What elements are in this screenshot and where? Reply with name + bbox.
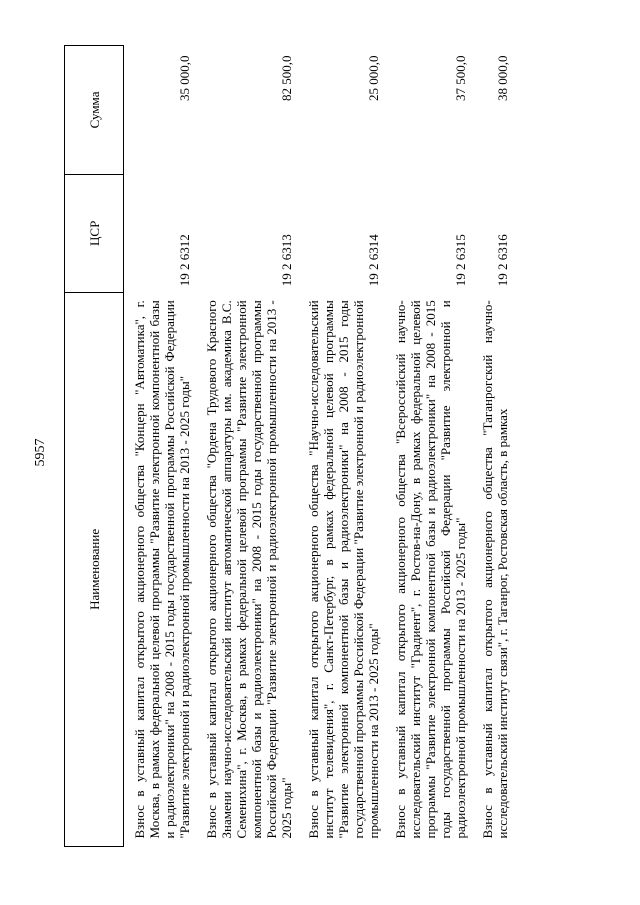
row-code: 19 2 6314 — [366, 234, 381, 287]
row-sum: 35 000,0 — [177, 55, 192, 101]
row-name: Взнос в уставный капитал открытого акционерного общества "Концерн "Автоматика", г. Москва, в рамках федеральной целевой программы "Развитие электронной компонентной базы и радиоэлектроники" на 2008 - 2015 годы государственной программы Российской Федерации "Развитие электронной и радиоэлектронной промышленности на 2013 - 2025 годы" — [132, 300, 192, 839]
header-code: ЦСР — [65, 174, 124, 292]
table-row — [385, 46, 472, 847]
row-sum: 82 500,0 — [279, 55, 294, 101]
row-name: Взнос в уставный капитал открытого акционерного общества "Таганрогский научно-исследовательский институт связи", г. Таганрог, Ростовская область, в рамках — [480, 300, 510, 839]
row-code: 19 2 6316 — [495, 234, 510, 287]
table-row — [298, 46, 385, 847]
row-sum: 25 000,0 — [366, 55, 381, 101]
row-name: Взнос в уставный капитал открытого акционерного общества "Научно-исследовательский институт телевидения", г. Санкт-Петербург, в рамках федеральной целевой программы "Развитие электронной компонентной базы и радиоэлектроники" на 2008 - 2015 годы государственной программы Российской Федерации "Развитие электронной и радиоэлектронной промышленности на 2013 - 2025 годы" — [306, 300, 381, 839]
row-sum: 38 000,0 — [495, 55, 510, 101]
row-code: 19 2 6312 — [177, 234, 192, 287]
budget-table — [64, 45, 514, 847]
row-code: 19 2 6315 — [453, 234, 468, 287]
header-name: Наименование — [65, 292, 124, 846]
row-name: Взнос в уставный капитал открытого акционерного общества "Всероссийский научно-исследовательский институт "Градиент", г. Ростов-на-Дону, в рамках федеральной целевой программы "Развитие электронной компонентной базы и радиоэлектроники" на 2008 - 2015 годы государственной программы Российской Федерации "Развитие электронной и радиоэлектронной промышленности на 2013 - 2025 годы" — [393, 300, 468, 839]
row-name: Взнос в уставный капитал открытого акционерного общества "Ордена Трудового Красного Знамени научно-исследовательский институт автоматической аппаратуры им. академика В.С. Семенихина", г. Москва, в рамках федеральной целевой программы "Развитие электронной компонентной базы и радиоэлектроники" на 2008 - 2015 годы государственной программы Российской Федерации "Развитие электронной и радиоэлектронной промышленности на 2013 - 2025 годы" — [204, 300, 294, 839]
row-sum: 37 500,0 — [453, 55, 468, 101]
table-header-row — [65, 46, 124, 847]
row-code: 19 2 6313 — [279, 234, 294, 287]
table-row — [472, 46, 514, 847]
table-row — [196, 46, 298, 847]
header-sum: Сумма — [65, 46, 124, 175]
page-number: 5957 — [33, 438, 48, 467]
table-row — [124, 46, 197, 847]
